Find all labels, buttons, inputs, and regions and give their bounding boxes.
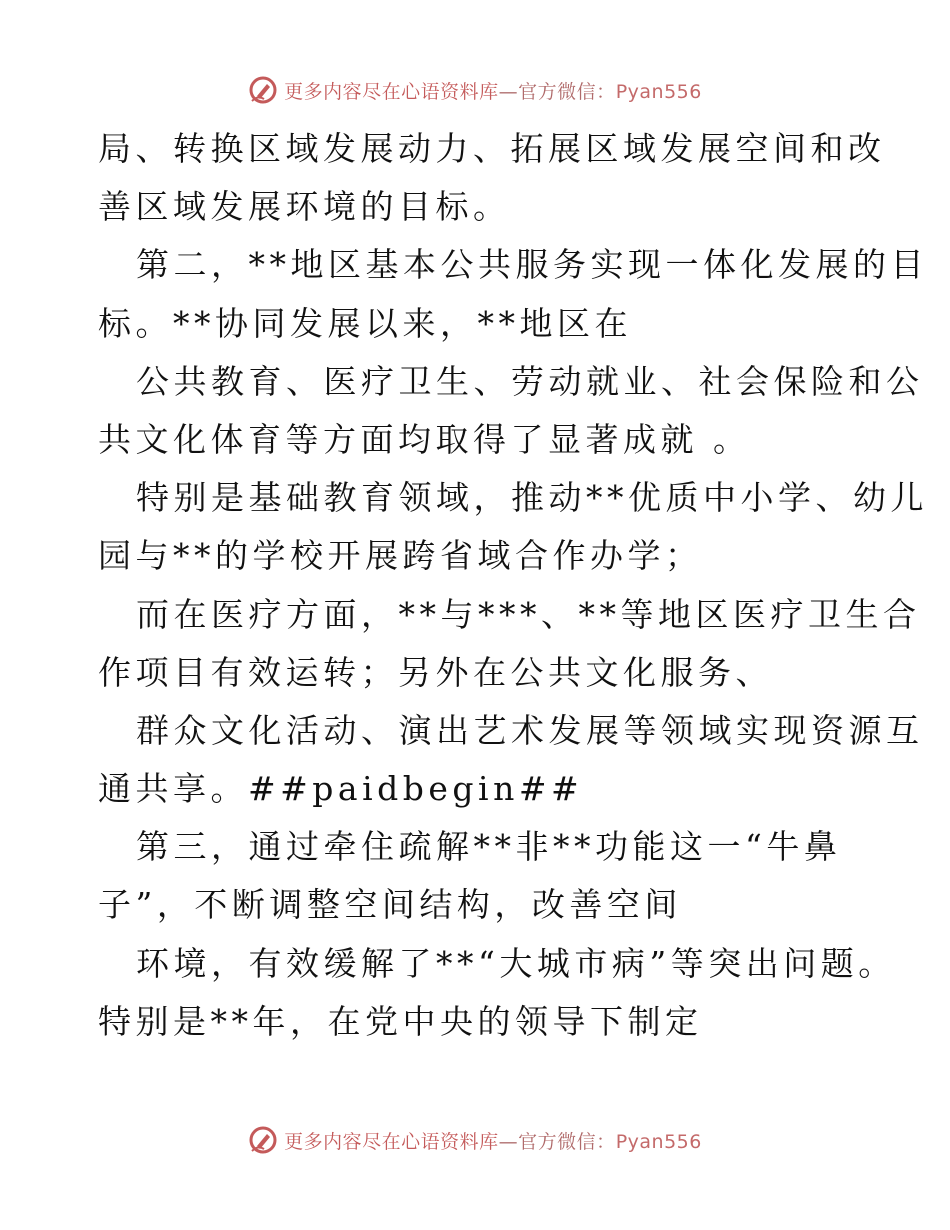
text-line: 园与**的学校开展跨省域合作办学；: [98, 536, 703, 576]
text-line: 善区域发展环境的目标。: [98, 187, 511, 227]
document-body: [98, 120, 928, 1051]
pen-logo-icon: [248, 75, 278, 105]
text-line: 作项目有效运转；另外在公共文化服务、: [98, 652, 773, 692]
watermark-wechat-label: 官方微信：: [518, 80, 616, 103]
text-line: 子”，不断调整空间结构，改善空间: [98, 885, 682, 925]
watermark-site: 更多内容尽在心语资料库: [284, 1130, 499, 1153]
watermark-footer: [0, 1120, 950, 1160]
text-line: 标。**协同发展以来，**地区在: [98, 303, 632, 343]
text-line: 环境，有效缓解了**“大城市病”等突出问题。: [136, 943, 896, 983]
text-line: 公共教育、医疗卫生、劳动就业、社会保险和公: [136, 361, 924, 401]
watermark-dash: —: [498, 80, 519, 103]
watermark-header: [0, 70, 950, 110]
text-line: 共文化体育等方面均取得了显著成就 。: [98, 419, 751, 459]
text-line: 通共享。##paidbegin##: [98, 769, 584, 809]
watermark-wechat-id: Pyan556: [615, 1130, 702, 1153]
watermark-wechat-label: 官方微信：: [518, 1130, 616, 1153]
text-line: 特别是**年，在党中央的领导下制定: [98, 1001, 703, 1041]
watermark-site: 更多内容尽在心语资料库: [284, 80, 499, 103]
watermark-text: [284, 77, 702, 104]
text-line: 第二，**地区基本公共服务实现一体化发展的目: [136, 245, 928, 285]
text-line: 群众文化活动、演出艺术发展等领域实现资源互: [136, 710, 924, 750]
watermark-wechat-id: Pyan556: [615, 80, 702, 103]
text-line: 特别是基础教育领域，推动**优质中小学、幼儿: [136, 478, 928, 518]
watermark-dash: —: [498, 1130, 519, 1153]
text-line: 第三，通过牵住疏解**非**功能这一“牛鼻: [136, 827, 842, 867]
pen-logo-icon: [248, 1125, 278, 1155]
watermark-text: [284, 1127, 702, 1154]
text-line: 而在医疗方面，**与***、**等地区医疗卫生合: [136, 594, 921, 634]
text-line: 局、转换区域发展动力、拓展区域发展空间和改: [98, 129, 886, 168]
